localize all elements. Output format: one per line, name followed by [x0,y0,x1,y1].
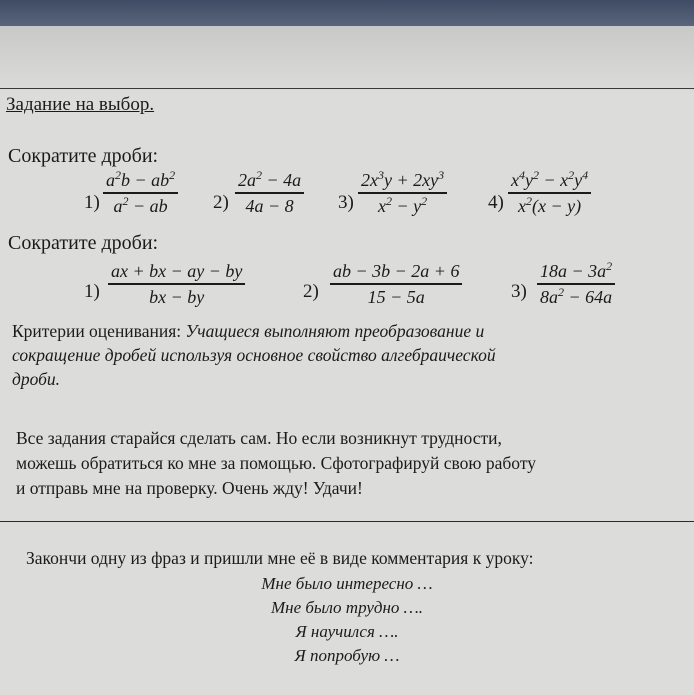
phrase-2: Мне было трудно …. [270,598,424,617]
top-shading [0,26,694,96]
task2-heading: Сократите дроби: [8,232,159,254]
task1-fraction-3 [358,170,447,216]
instructions-line-1: Все задания старайся сделать сам. Но если возникнут трудности, [16,428,502,448]
criteria-text-1: Учащиеся выполняют преобразование и [185,321,485,341]
numerator: ax + bx − ay − by [111,261,243,281]
phrase-3: Я научился …. [295,622,399,641]
section-divider [0,521,694,522]
task1-item4-label: 4) [488,192,504,213]
task1-item2-label: 2) [213,192,229,213]
task2-fraction-2 [330,261,462,307]
numerator: $a^2b - ab^2$ [106,168,176,190]
denominator: $8a^2 - 64a$ [540,284,613,307]
phrase-1: Мне было интересно … [261,574,433,593]
instructions-line-2: можешь обратиться ко мне за помощью. Сфотографируй свою работу [16,453,536,473]
numerator: $x^4y^2 - x^2y^4$ [511,168,589,190]
numerator: $18a - 3a^2$ [540,259,613,281]
task1-fraction-4 [508,170,591,216]
task1-item1-label: 1) [84,192,100,213]
denominator: $x^2 - y^2$ [377,193,428,216]
reflection-phrases [0,572,694,668]
numerator: $2x^3y + 2xy^3$ [361,168,445,190]
page-divider-top [0,88,694,89]
task1-item3-label: 3) [338,192,354,213]
task1-fraction-2 [235,170,304,216]
denominator: 4a − 8 [245,195,294,216]
numerator: ab − 3b − 2a + 6 [333,261,460,281]
task2-item1-label: 1) [84,281,100,302]
task2-fraction-1 [108,261,245,307]
task1-fraction-1 [103,170,178,216]
denominator: $x^2(x - y)$ [518,193,582,216]
criteria-line-3: дроби. [12,369,61,389]
criteria-line-2: сокращение дробей используя основное свойство алгебраической [12,345,496,365]
phrase-4: Я попробую … [294,646,400,665]
task2-item3-label: 3) [511,281,527,302]
task2-item2-label: 2) [303,281,319,302]
criteria-line-1 [12,320,484,342]
criteria-label: Критерии оценивания: [12,321,182,341]
task2-fraction-3 [537,261,615,307]
denominator: 15 − 5a [367,286,425,307]
denominator: $a^2$ − ab [113,193,168,216]
window-top-bar [0,0,694,26]
reflection-prompt: Закончи одну из фраз и пришли мне её в виде комментария к уроку: [26,548,534,568]
numerator: $2a^2 - 4a$ [238,168,302,190]
instructions-line-3: и отправь мне на проверку. Очень жду! Удачи! [16,478,363,498]
denominator: bx − by [149,286,205,307]
page-title: Задание на выбор. [6,94,155,115]
task1-heading: Сократите дроби: [8,145,159,167]
